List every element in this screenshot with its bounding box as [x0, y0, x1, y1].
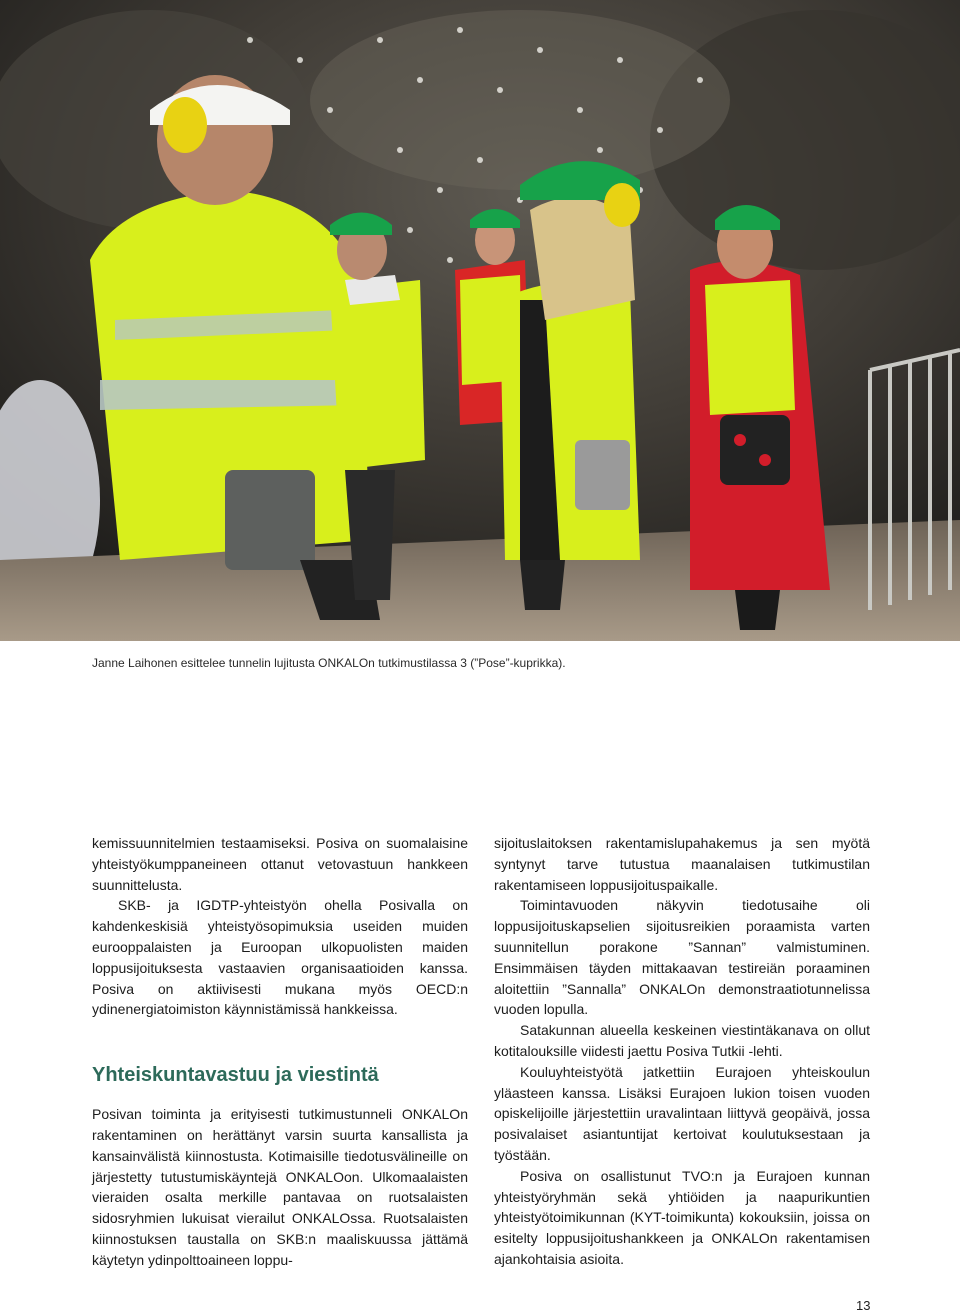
paragraph: Posiva on osallistunut TVO:n ja Eurajoen kunnan yhteistyöryhmän sekä yhtiöiden ja naapurikuntien yhteistyötoimikunnan (KYT-toimikunta) kokouksiin, joissa on esitelty loppusijoitushankkeen ja ONKALOn rakentamisen ajankohtaisia asioita.	[494, 1167, 870, 1267]
left-column	[92, 833, 468, 1271]
paragraph: Kouluyhteistyötä jatkettiin Eurajoen yhteiskoulun yläasteen kanssa. Lisäksi Eurajoen lukion toisen vuoden opiskelijoille järjestettiin uravalintaan liittyvä geopäivä, jossa posivalaiset asiantuntijat kertoivat koulutuksestaan ja työstään.	[494, 1063, 870, 1163]
paragraph: Posivan toiminta ja erityisesti tutkimustunneli ONKALOn rakentaminen on herättänyt varsin suurta kansallista ja kansainvälistä kiinnostusta. Kotimaisille tiedotusvälineille on järjestetty tutustumiskäyntejä ONKALOon. Ulkomaalaisten vieraiden osalta merkille pantavaa on ruotsalaisten sidosryhmien lukuisat vierailut ONKALOssa. Ruotsalaisten kiinnostuksen taustalla on SKB:n maaliskuussa jättämä käytetyn ydinpolttoaineen loppu-	[92, 1106, 468, 1268]
paragraph: SKB- ja IGDTP-yhteistyön ohella Posivalla on kahdenkeskisiä yhteistyösopimuksia useiden muiden eurooppalaisten ja Euroopan ulkopuolisten maiden loppusijoituksesta vastaavien organisaatioiden kanssa. Posiva on aktiivisesti mukana myös OECD:n ydinenergiatoimiston käynnistämissä hankkeissa.	[92, 897, 468, 1018]
photo-caption: Janne Laihonen esittelee tunnelin lujitusta ONKALOn tutkimustilassa 3 (”Pose”-kuprikka).	[92, 656, 566, 670]
right-column	[494, 833, 870, 1270]
paragraph: Toimintavuoden näkyvin tiedotusaihe oli loppusijoituskapselien sijoitusreikien poraamista varten suunnitellun porakone ”Sannan” valmistuminen. Ensimmäisen täyden mittakaavan testireiän poraaminen aloitettiin ”Sannalla” ONKALOn demonstraatiotunnelissa vuoden lopulla.	[494, 897, 870, 1018]
photo-tunnel-visitors-icon	[0, 0, 960, 641]
paragraph: kemissuunnitelmien testaamiseksi. Posiva on suomalaisine yhteistyökumppaneineen ottanut vetovastuun hankkeen suunnittelusta.	[92, 835, 468, 893]
page-number: 13	[856, 1298, 871, 1313]
paragraph: Satakunnan alueella keskeinen viestintäkanava on ollut kotitalouksille viidesti jaettu Posiva Tutkii -lehti.	[494, 1022, 870, 1059]
paragraph: sijoituslaitoksen rakentamislupahakemus ja sen myötä syntynyt tarve tutustua maanalaisen tutkimustilan rakentamiseen loppusijoituspaikalle.	[494, 835, 870, 893]
tunnel-photo	[0, 0, 960, 641]
section-heading: Yhteiskuntavastuu ja viestintä	[92, 1064, 379, 1087]
